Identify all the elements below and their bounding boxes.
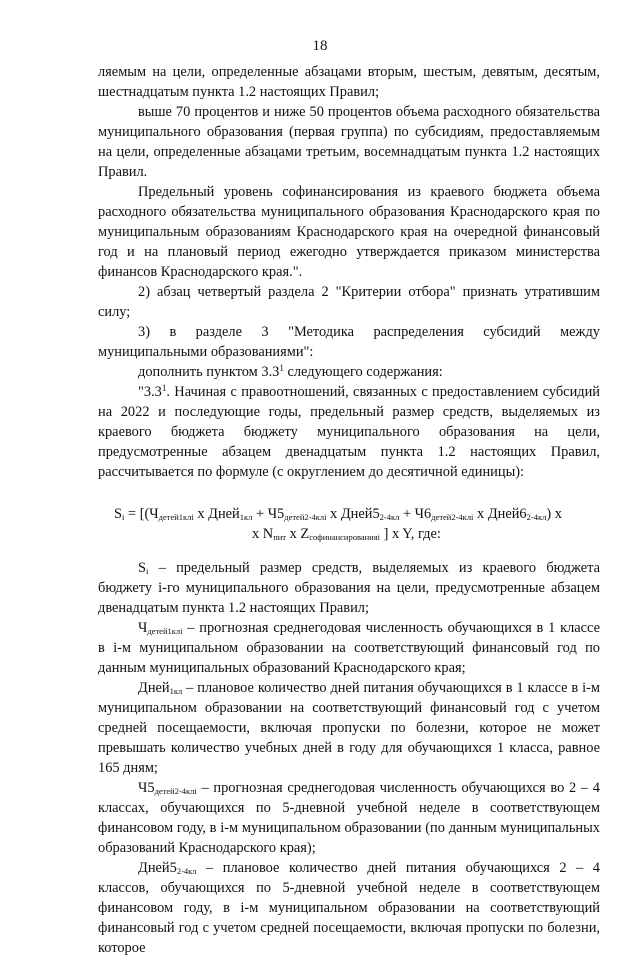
definition-symbol: Дней5 (138, 860, 177, 876)
formula-subscript: 2-4кл (176, 866, 197, 876)
formula-subscript: 1кл (169, 686, 183, 696)
formula-subscript: i (146, 566, 149, 576)
formula-subscript: детей2-4клi (284, 512, 327, 522)
definition-symbol: Ч5 (138, 780, 155, 796)
formula-subscript: детей2-4клi (431, 512, 474, 522)
formula-term: ] x Y, где: (380, 526, 441, 542)
paragraph (98, 362, 600, 382)
formula-line-2 (98, 524, 600, 544)
formula-term: = [(Ч (124, 506, 159, 522)
definition-text: – плановое количество дней питания обучающихся в 1 классе в i-м муниципальном образовании на соответствующий финансовый год с учетом средней посещаемости, включая пропуски по болезни, которое не может превышать количество учебных дней в году для обучающихся 1 класса, равное 165 дням; (98, 680, 600, 776)
formula-term: x Дней (193, 506, 240, 522)
definition-symbol: Ч (138, 620, 148, 636)
definition-text: – предельный размер средств, выделяемых из краевого бюджета бюджету i-го муниципального образования на цели, предусмотренные абзацем двенадцатым пункта 1.2 настоящих Правил; (98, 560, 600, 616)
formula-term: + Ч6 (399, 506, 432, 522)
formula-symbol: S (114, 506, 123, 522)
formula-term: + Ч5 (252, 506, 285, 522)
text-run: "3.3 (138, 384, 162, 400)
formula-term: x Z (286, 526, 310, 542)
paragraph: 2) абзац четвертый раздела 2 "Критерии отбора" признать утратившим силу; (98, 284, 600, 320)
formula (98, 504, 600, 544)
paragraph: выше 70 процентов и ниже 50 процентов объема расходного обязательства муниципального образования (первая группа) по субсидиям, предоставляемым на цели, определенные абзацами третьим, восемнадцатым пункта 1.2 настоящих Правил. (98, 104, 600, 180)
definition-text: – плановое количество дней питания обучающихся 2 – 4 классов, обучающихся по 5-дневной учебной неделе в соответствующем финансовом году, в i-м муниципальном образовании на соответствующий финансовый год с учетом средней посещаемости, включая пропуски по болезни, которое (98, 860, 600, 956)
formula-term: x Дней6 (473, 506, 527, 522)
formula-subscript: детей1клi (147, 626, 183, 636)
text-run: дополнить пунктом 3.3 (138, 364, 280, 380)
definition-text: – прогнозная среднегодовая численность обучающихся во 2 – 4 классах, обучающихся по 5-дневной учебной неделе в соответствующем финансовом году, в i-м муниципальном образовании (по данным муниципальных образований Краснодарского края); (98, 780, 600, 856)
page-number: 18 (312, 38, 328, 54)
definition-paragraph (98, 678, 600, 778)
superscript: 1 (279, 363, 284, 373)
formula-subscript: i (122, 512, 125, 522)
formula-subscript: 2-4кл (526, 512, 547, 522)
paragraph (98, 382, 600, 482)
formula-term: ) x (546, 506, 562, 522)
formula-subscript: софинансированияi (309, 532, 381, 542)
paragraph: ляемым на цели, определенные абзацами вторым, шестым, девятым, десятым, шестнадцатым пункта 1.2 настоящих Правил; (98, 64, 600, 100)
definition-paragraph (98, 778, 600, 858)
formula-subscript: детей2-4клi (154, 786, 197, 796)
formula-subscript: 1кл (239, 512, 253, 522)
definition-paragraph (98, 858, 600, 958)
definition-paragraph (98, 618, 600, 678)
superscript: 1 (161, 383, 167, 393)
definition-symbol: S (138, 560, 147, 576)
paragraph: 3) в разделе 3 "Методика распределения субсидий между муниципальными образованиями": (98, 324, 600, 360)
formula-subscript: 2-4кл (379, 512, 400, 522)
definition-paragraph (98, 558, 600, 618)
definition-text: – прогнозная среднегодовая численность обучающихся в 1 классе в i-м муниципальном образовании на соответствующий финансовый год по данным муниципальных образований Краснодарского края; (98, 620, 600, 676)
document-body (98, 62, 600, 958)
paragraph: Предельный уровень софинансирования из краевого бюджета объема расходного обязательства муниципального образования Краснодарского края по муниципальным образованиям Краснодарского края на очередной финансовый год и на плановый период ежегодно утверждается приказом министерства финансов Краснодарского края.". (98, 184, 600, 280)
definition-symbol: Дней (138, 680, 170, 696)
formula-term: x Дней5 (326, 506, 380, 522)
formula-term: x N (252, 526, 274, 542)
text-run: следующего содержания: (283, 364, 443, 380)
formula-subscript: детей1клi (158, 512, 194, 522)
formula-line-1 (98, 504, 600, 524)
text-run: . Начиная с правоотношений, связанных с предоставлением субсидий на 2022 и последующие годы, предельный размер средств, выделяемых из краевого бюджета бюджету муниципального образования на цели, предусмотренные абзацем двенадцатым пункта 1.2 настоящих Правил, рассчитывается по формуле (с округлением до десятичной единицы): (98, 384, 600, 480)
formula-subscript: пит (273, 532, 286, 542)
